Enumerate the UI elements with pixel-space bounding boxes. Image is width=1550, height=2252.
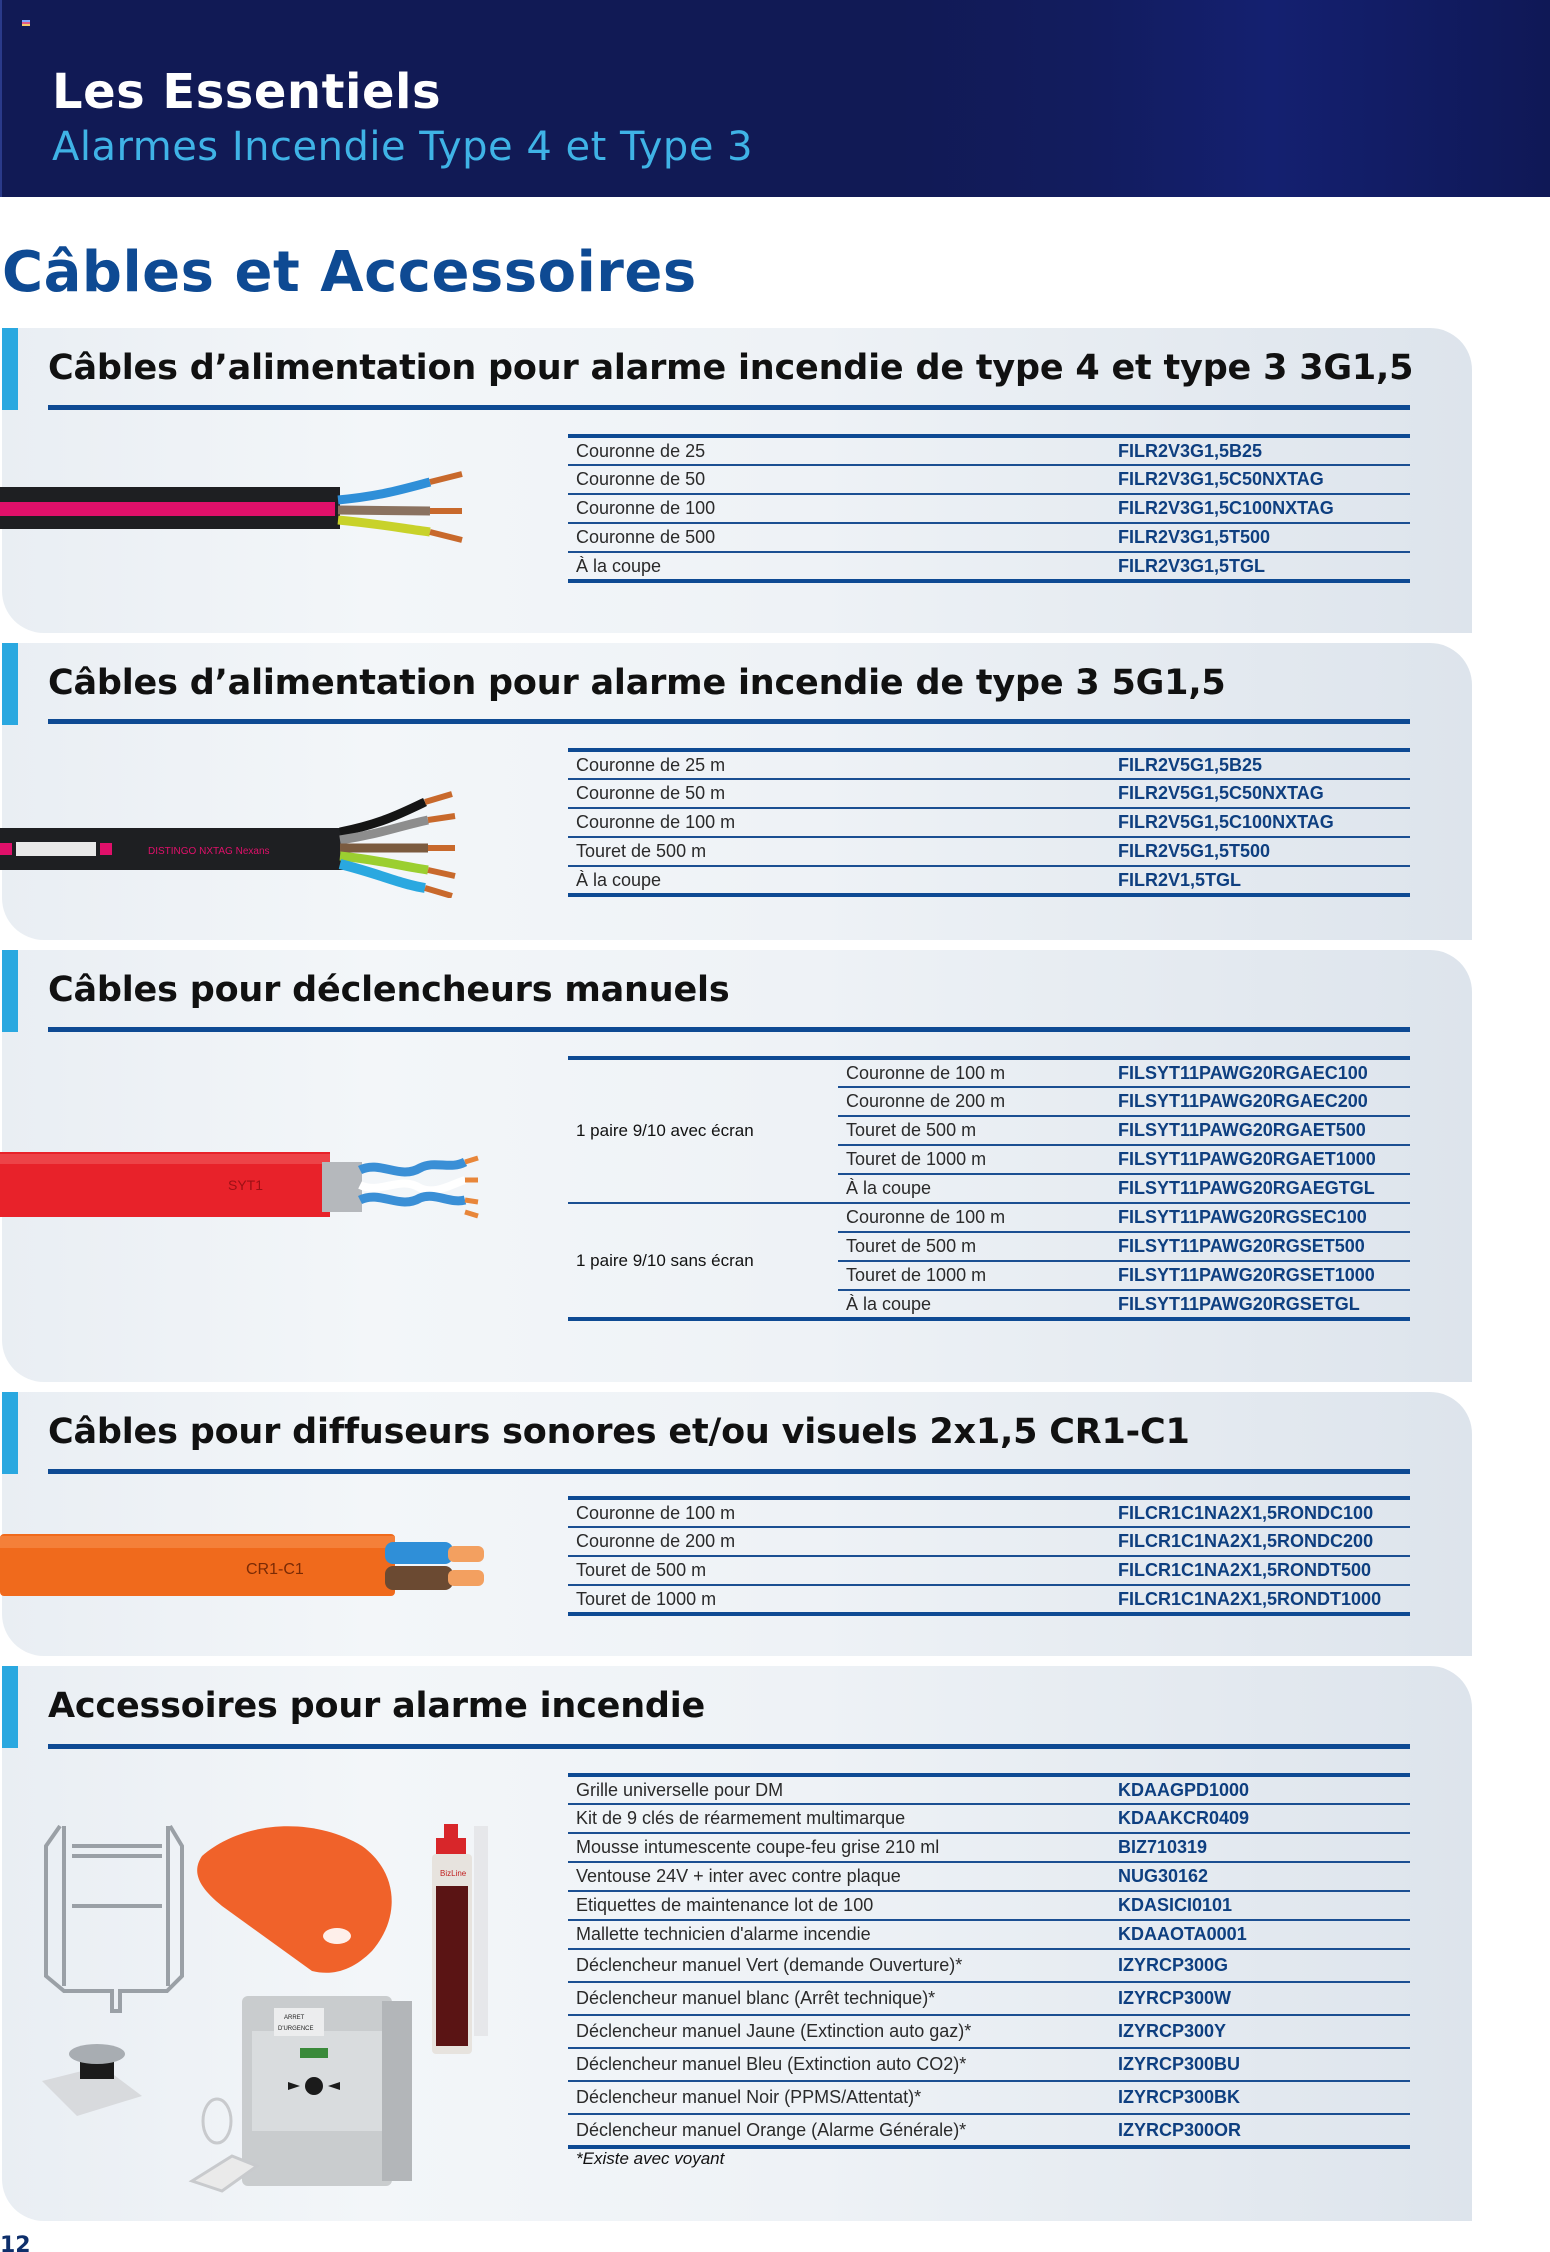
- row-code: FILR2V5G1,5C50NXTAG: [1110, 779, 1410, 808]
- row-label: Couronne de 25: [568, 436, 1110, 465]
- row-label: À la coupe: [576, 555, 662, 576]
- row-code: FILSYT11PAWG20RGSET500: [1110, 1232, 1410, 1261]
- table-row: [568, 1775, 1410, 1804]
- row-label: Déclencheur manuel blanc (Arrêt technique)*: [568, 1982, 1110, 2015]
- table-row: [568, 1862, 1410, 1891]
- section-cable-3g15: [2, 328, 1472, 633]
- row-label: Kit de 9 clés de réarmement multimarque: [568, 1804, 1110, 1833]
- row-code: FILR2V3G1,5T500: [1110, 523, 1410, 552]
- cable-5g15-icon: [0, 788, 480, 898]
- callpoint-icon: [242, 1996, 412, 2186]
- row-label: Couronne de 500: [568, 523, 1110, 552]
- magnet-icon: [42, 2044, 142, 2116]
- row-code: BIZ710319: [1110, 1833, 1410, 1862]
- row-label: Couronne de 50 m: [568, 779, 1110, 808]
- spec-table: [568, 748, 1410, 897]
- row-label: Mousse intumescente coupe-feu grise 210 ml: [568, 1833, 1110, 1862]
- table-row: [568, 1891, 1410, 1920]
- row-code: IZYRCP300G: [1110, 1949, 1410, 1982]
- row-code: FILSYT11PAWG20RGSEC100: [1110, 1203, 1410, 1232]
- row-code: FILR2V3G1,5B25: [1110, 436, 1410, 465]
- section-cable-5g15: [2, 643, 1472, 940]
- row-code: KDASICI0101: [1110, 1891, 1410, 1920]
- row-label: Couronne de 100: [568, 494, 1110, 523]
- row-code: IZYRCP300Y: [1110, 2015, 1410, 2048]
- row-label: Couronne de 100 m: [568, 808, 1110, 837]
- row-code: FILR2V1,5TGL: [1118, 869, 1242, 890]
- row-code: FILR2V5G1,5T500: [1110, 837, 1410, 866]
- table-row: [568, 1498, 1410, 1527]
- table-row: [568, 1556, 1410, 1585]
- row-code: FILCR1C1NA2X1,5RONDC200: [1110, 1527, 1410, 1556]
- page-header: [0, 0, 1550, 197]
- table-row: [568, 552, 1410, 581]
- row-label: Couronne de 200 m: [838, 1087, 1110, 1116]
- row-code: KDAAOTA0001: [1110, 1920, 1410, 1949]
- group-label: 1 paire 9/10 sans écran: [576, 1250, 754, 1270]
- row-code: FILSYT11PAWG20RGAEGTGL: [1110, 1174, 1410, 1203]
- row-code: NUG30162: [1110, 1862, 1410, 1891]
- row-code: FILSYT11PAWG20RGAEC100: [1110, 1058, 1410, 1087]
- section-title: Accessoires pour alarme incendie: [48, 1686, 706, 1726]
- table-row: [568, 1058, 1410, 1087]
- row-code: FILR2V5G1,5B25: [1110, 750, 1410, 779]
- table-row: [568, 837, 1410, 866]
- section-accent: [2, 1392, 18, 1474]
- table-row: [568, 465, 1410, 494]
- row-code: FILSYT11PAWG20RGAET500: [1110, 1116, 1410, 1145]
- row-code: IZYRCP300W: [1110, 1982, 1410, 2015]
- cartridge-icon: [432, 1824, 488, 2054]
- row-label: Touret de 500 m: [568, 1556, 1110, 1585]
- cable-print: CR1-C1: [246, 1561, 304, 1578]
- table-row: [568, 866, 1410, 895]
- row-label: Etiquettes de maintenance lot de 100: [568, 1891, 1110, 1920]
- section-title: Câbles pour diffuseurs sonores et/ou visuels 2x1,5 CR1-C1: [48, 1412, 1190, 1452]
- row-code: KDAAKCR0409: [1110, 1804, 1410, 1833]
- table-row: [568, 779, 1410, 808]
- cartridge-brand: BizLine: [440, 1869, 467, 1878]
- row-label: À la coupe: [576, 869, 662, 890]
- table-row: [568, 2114, 1410, 2147]
- table-row: [568, 2081, 1410, 2114]
- grille-icon: [46, 1826, 182, 2011]
- row-code: FILSYT11PAWG20RGSET1000: [1110, 1261, 1410, 1290]
- section-divider: [48, 719, 1410, 724]
- cable-syt1-icon: [0, 1140, 490, 1230]
- orange-cover-icon: [197, 1826, 392, 1973]
- row-label: Déclencheur manuel Orange (Alarme Générale)*: [576, 2119, 967, 2140]
- table-row: [568, 1833, 1410, 1862]
- section-divider: [48, 1027, 1410, 1032]
- row-label: Déclencheur manuel Bleu (Extinction auto CO2)*: [568, 2048, 1110, 2081]
- table-row: [568, 1804, 1410, 1833]
- table-row: [568, 1585, 1410, 1614]
- section-divider: [48, 405, 1410, 410]
- table-row: [568, 2048, 1410, 2081]
- row-label: Touret de 1000 m: [838, 1261, 1110, 1290]
- row-label: Couronne de 50: [568, 465, 1110, 494]
- spec-table: [568, 1773, 1410, 2149]
- page-title: Câbles et Accessoires: [2, 240, 697, 305]
- section-divider: [48, 1744, 1410, 1749]
- header-title: Les Essentiels: [52, 64, 442, 120]
- table-row: [568, 808, 1410, 837]
- section-title: Câbles d’alimentation pour alarme incendie de type 3 5G1,5: [48, 663, 1226, 703]
- row-label: Couronne de 200 m: [568, 1527, 1110, 1556]
- row-label: À la coupe: [838, 1174, 1110, 1203]
- row-label: Déclencheur manuel Jaune (Extinction auto gaz)*: [568, 2015, 1110, 2048]
- spec-table: [568, 1496, 1410, 1616]
- cable-3g15-icon: [0, 460, 480, 560]
- row-code: FILCR1C1NA2X1,5RONDT1000: [1118, 1588, 1382, 1609]
- row-code: FILR2V3G1,5TGL: [1118, 555, 1266, 576]
- row-code: FILR2V5G1,5C100NXTAG: [1110, 808, 1410, 837]
- table-row: [568, 1203, 1410, 1232]
- section-accent: [2, 1666, 18, 1748]
- row-label: Couronne de 100 m: [838, 1058, 1110, 1087]
- section-title: Câbles pour déclencheurs manuels: [48, 970, 730, 1010]
- row-code: IZYRCP300OR: [1118, 2119, 1242, 2140]
- section-accent: [2, 328, 18, 410]
- row-label: Touret de 500 m: [568, 837, 1110, 866]
- row-label: Mallette technicien d'alarme incendie: [568, 1920, 1110, 1949]
- cable-print: DISTINGO NXTAG Nexans: [148, 846, 270, 857]
- row-label: Ventouse 24V + inter avec contre plaque: [568, 1862, 1110, 1891]
- header-subtitle: Alarmes Incendie Type 4 et Type 3: [52, 124, 754, 170]
- group-label: 1 paire 9/10 avec écran: [568, 1058, 838, 1203]
- spec-table: [568, 434, 1410, 583]
- table-row: [568, 1949, 1410, 1982]
- table-row: [568, 494, 1410, 523]
- section-accessories: [2, 1666, 1472, 2221]
- section-divider: [48, 1469, 1410, 1474]
- section-accent: [2, 643, 18, 725]
- row-label: Couronne de 100 m: [838, 1203, 1110, 1232]
- row-code: IZYRCP300BK: [1110, 2081, 1410, 2114]
- section-cable-syt1: [2, 950, 1472, 1382]
- footnote: *Existe avec voyant: [576, 2149, 725, 2168]
- row-code: FILSYT11PAWG20RGAET1000: [1110, 1145, 1410, 1174]
- section-accent: [2, 950, 18, 1032]
- row-code: FILCR1C1NA2X1,5RONDC100: [1110, 1498, 1410, 1527]
- row-code: KDAAGPD1000: [1110, 1775, 1410, 1804]
- cable-cr1c1-icon: [0, 1522, 490, 1602]
- table-row: [568, 1527, 1410, 1556]
- row-label: Touret de 1000 m: [838, 1145, 1110, 1174]
- row-code: FILR2V3G1,5C50NXTAG: [1110, 465, 1410, 494]
- table-row: [568, 750, 1410, 779]
- cable-print: SYT1: [228, 1177, 264, 1193]
- row-label: Déclencheur manuel Vert (demande Ouverture)*: [568, 1949, 1110, 1982]
- table-row: [568, 436, 1410, 465]
- section-title: Câbles d’alimentation pour alarme incendie de type 4 et type 3 3G1,5: [48, 348, 1414, 388]
- row-label: Grille universelle pour DM: [568, 1775, 1110, 1804]
- row-code: FILSYT11PAWG20RGSETGL: [1118, 1293, 1360, 1314]
- section-cable-cr1c1: [2, 1392, 1472, 1656]
- callpoint-label: D'URGENCE: [278, 2026, 314, 2032]
- row-code: IZYRCP300BU: [1110, 2048, 1410, 2081]
- table-row: [568, 2015, 1410, 2048]
- row-code: FILSYT11PAWG20RGAEC200: [1110, 1087, 1410, 1116]
- row-label: Touret de 1000 m: [576, 1588, 717, 1609]
- row-label: À la coupe: [846, 1293, 932, 1314]
- row-label: Touret de 500 m: [838, 1116, 1110, 1145]
- table-row: [568, 1982, 1410, 2015]
- row-label: Couronne de 25 m: [568, 750, 1110, 779]
- row-label: Touret de 500 m: [838, 1232, 1110, 1261]
- row-label: Couronne de 100 m: [568, 1498, 1110, 1527]
- page-number: 12: [0, 2233, 31, 2252]
- table-row: [568, 523, 1410, 552]
- row-code: FILR2V3G1,5C100NXTAG: [1110, 494, 1410, 523]
- row-label: Déclencheur manuel Noir (PPMS/Attentat)*: [568, 2081, 1110, 2114]
- callpoint-label: ARRET: [284, 2015, 305, 2021]
- spec-table: [568, 1056, 1410, 1321]
- flag-icon: [22, 20, 30, 26]
- table-row: [568, 1920, 1410, 1949]
- accessories-collage-icon: [32, 1786, 512, 2206]
- row-code: FILCR1C1NA2X1,5RONDT500: [1110, 1556, 1410, 1585]
